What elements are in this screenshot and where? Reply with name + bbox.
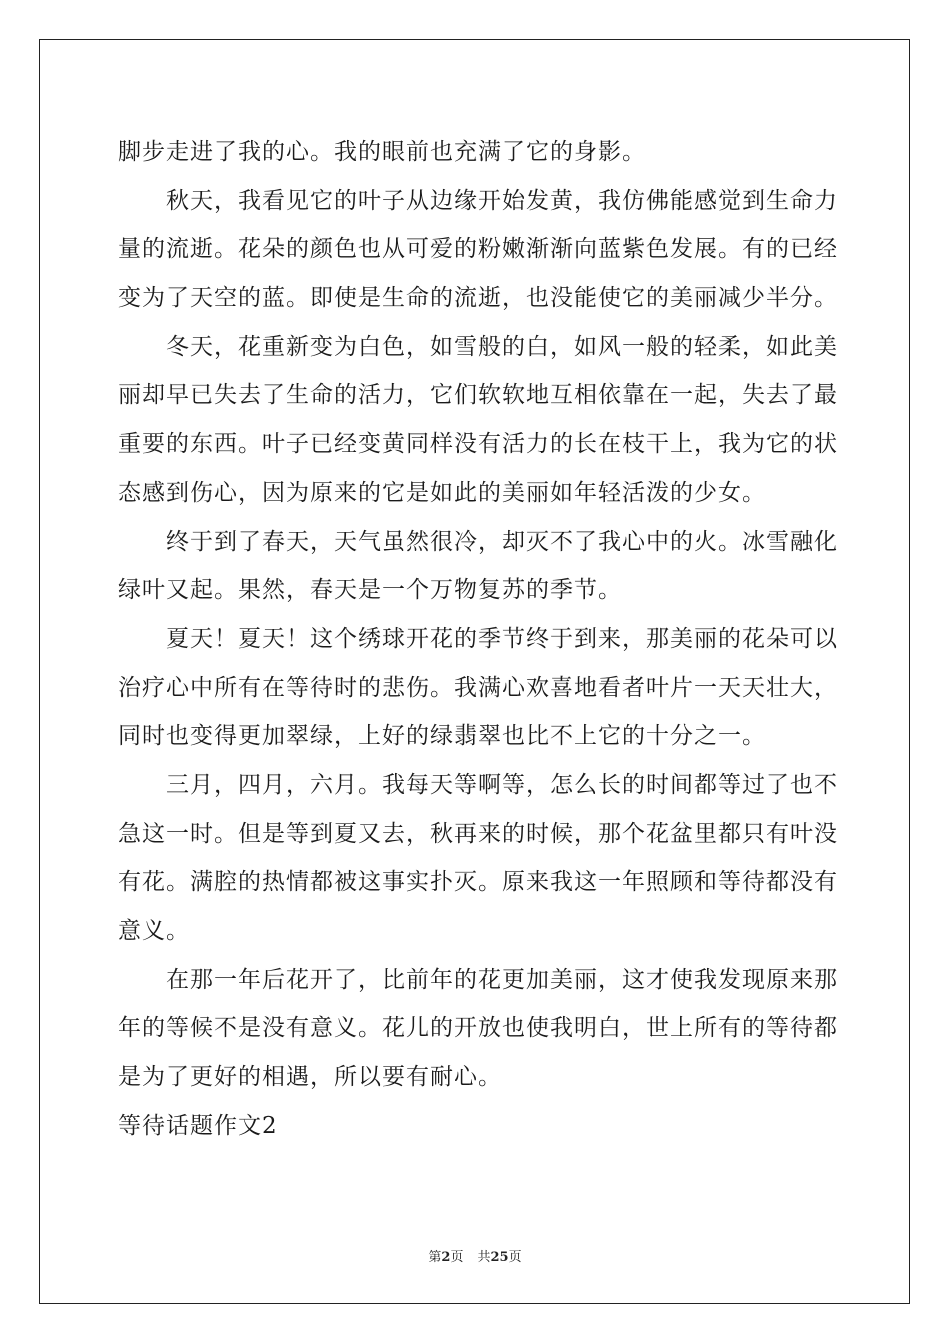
text-line: 态感到伤心，因为原来的它是如此的美丽如年轻活泼的少女。 (118, 479, 766, 506)
text-line: 急这一时。但是等到夏又去，秋再来的时候，那个花盆里都只有叶没 (118, 820, 838, 847)
section-heading: 等待话题作文2 (118, 1112, 278, 1139)
text-line: 年的等候不是没有意义。花儿的开放也使我明白，世上所有的等待都 (118, 1015, 838, 1042)
total-suffix: 页 (508, 1250, 522, 1265)
text-line: 意义。 (118, 918, 190, 944)
total-prefix: 共 (477, 1250, 491, 1265)
text-line: 三月，四月，六月。我每天等啊等，怎么长的时间都等过了也不 (166, 771, 838, 798)
text-line: 绿叶又起。果然，春天是一个万物复苏的季节。 (118, 577, 622, 604)
page-prefix: 第 (428, 1250, 442, 1265)
total-pages: 25 (490, 1250, 509, 1265)
text-line: 治疗心中所有在等待时的悲伤。我满心欢喜地看者叶片一天天壮大， (118, 674, 838, 701)
text-line: 同时也变得更加翠绿，上好的绿翡翠也比不上它的十分之一。 (118, 723, 766, 750)
text-line: 冬天，花重新变为白色，如雪般的白，如风一般的轻柔，如此美 (166, 333, 838, 360)
page-footer (0, 1246, 950, 1265)
text-line: 夏天！夏天！这个绣球开花的季节终于到来，那美丽的花朵可以 (166, 625, 838, 652)
text-line: 量的流逝。花朵的颜色也从可爱的粉嫩渐渐向蓝紫色发展。有的已经 (118, 236, 838, 263)
page-suffix: 页 (450, 1250, 464, 1265)
text-line: 秋天，我看见它的叶子从边缘开始发黄，我仿佛能感觉到生命力 (166, 187, 838, 214)
document-body (118, 128, 838, 1150)
page-number: 2 (441, 1250, 451, 1265)
text-line: 在那一年后花开了，比前年的花更加美丽，这才使我发现原来那 (166, 966, 838, 993)
text-line: 丽却早已失去了生命的活力，它们软软地互相依靠在一起，失去了最 (118, 382, 838, 409)
text-line: 终于到了春天，天气虽然很冷，却灭不了我心中的火。冰雪融化 (166, 528, 838, 555)
text-line: 有花。满腔的热情都被这事实扑灭。原来我这一年照顾和等待都没有 (118, 869, 838, 896)
text-line: 是为了更好的相遇，所以要有耐心。 (118, 1064, 502, 1091)
text-line: 脚步走进了我的心。我的眼前也充满了它的身影。 (118, 139, 646, 165)
text-line: 变为了天空的蓝。即使是生命的流逝，也没能使它的美丽减少半分。 (118, 285, 838, 312)
text-line: 重要的东西。叶子已经变黄同样没有活力的长在枝干上，我为它的状 (118, 431, 838, 458)
